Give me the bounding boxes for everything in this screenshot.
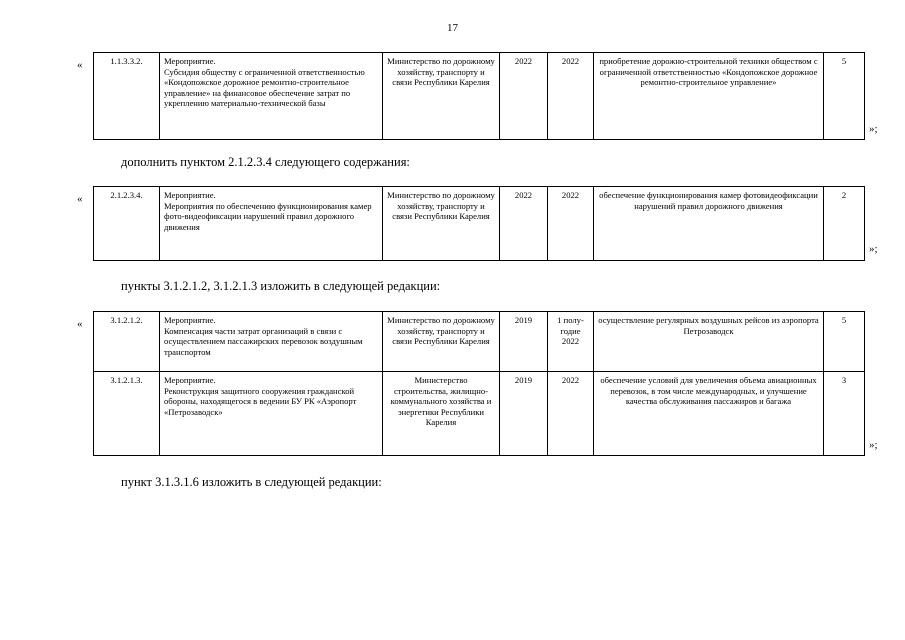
indicator-number-cell: 5: [824, 312, 865, 372]
end-year-cell: 2022: [548, 372, 594, 456]
activity-cell: [160, 312, 383, 372]
start-year-cell: 2022: [500, 53, 548, 140]
activity-title: Мероприятие.: [164, 190, 216, 200]
program-table-2: [93, 186, 865, 261]
activity-title: Мероприятие.: [164, 315, 216, 325]
executor-cell: Министерство по дорожному хозяйству, транспорту и связи Республики Карелия: [383, 187, 500, 261]
table-row: [94, 372, 865, 456]
table-row: [94, 53, 865, 140]
result-cell: осуществление регулярных воздушных рейсов из аэропорта Петрозаводск: [594, 312, 824, 372]
opening-quote: «: [77, 318, 83, 330]
end-year-cell: 2022: [548, 187, 594, 261]
result-cell: приобретение дорожно-строительной техники обществом с ограниченной ответственностью «Кондопожское дорожное ремонтно-строительное управление»: [594, 53, 824, 140]
activity-description: Компенсация части затрат организаций в связи с осуществлением пассажирских перевозок воздушным транспортом: [164, 325, 363, 357]
executor-cell: Министерство по дорожному хозяйству, транспорту и связи Республики Карелия: [383, 53, 500, 140]
activity-cell: [160, 53, 383, 140]
indicator-number-cell: 5: [824, 53, 865, 140]
activity-cell: [160, 187, 383, 261]
start-year-cell: 2022: [500, 187, 548, 261]
indicator-number-cell: 3: [824, 372, 865, 456]
end-year-cell: 2022: [548, 53, 594, 140]
item-code: 3.1.2.1.2.: [94, 312, 160, 372]
activity-description: Субсидия обществу с ограниченной ответственностью «Кондопожское дорожное ремонтно-строительное управление» на финансовое обеспечение затрат по укреплению материально-технической базы: [164, 66, 365, 108]
opening-quote: «: [77, 193, 83, 205]
instruction-text-1: дополнить пунктом 2.1.2.3.4 следующего содержания:: [121, 155, 410, 169]
closing-quote: »;: [869, 243, 878, 255]
item-code: 2.1.2.3.4.: [94, 187, 160, 261]
start-year-cell: 2019: [500, 372, 548, 456]
start-year-cell: 2019: [500, 312, 548, 372]
activity-description: Реконструкция защитного сооружения гражданской обороны, находящегося в ведении БУ РК «Аэропорт «Петрозаводск»: [164, 385, 357, 417]
item-code: 1.1.3.3.2.: [94, 53, 160, 140]
closing-quote: »;: [869, 439, 878, 451]
table-row: [94, 187, 865, 261]
page-number: 17: [447, 22, 458, 34]
program-table-3: [93, 311, 865, 456]
instruction-text-2: пункты 3.1.2.1.2, 3.1.2.1.3 изложить в следующей редакции:: [121, 279, 441, 293]
item-code: 3.1.2.1.3.: [94, 372, 160, 456]
activity-description: Мероприятия по обеспечению функционирования камер фото-видеофиксации нарушений правил дорожного движения: [164, 200, 372, 232]
result-cell: обеспечение функционирования камер фотовидеофиксации нарушений правил дорожного движения: [594, 187, 824, 261]
indicator-number-cell: 2: [824, 187, 865, 261]
opening-quote: «: [77, 59, 83, 71]
activity-cell: [160, 372, 383, 456]
instruction-text-3: пункт 3.1.3.1.6 изложить в следующей редакции:: [121, 475, 382, 489]
executor-cell: Министерство по дорожному хозяйству, транспорту и связи Республики Карелия: [383, 312, 500, 372]
activity-title: Мероприятие.: [164, 375, 216, 385]
result-cell: обеспечение условий для увеличения объема авиационных перевозок, в том числе международных, и улучшение качества обслуживания пассажиров и багажа: [594, 372, 824, 456]
end-year-cell: 1 полу-годие 2022: [548, 312, 594, 372]
closing-quote: »;: [869, 123, 878, 135]
activity-title: Мероприятие.: [164, 56, 216, 66]
table-row: [94, 312, 865, 372]
executor-cell: Министерство строительства, жилищно-коммунального хозяйства и энергетики Республики Карелия: [383, 372, 500, 456]
program-table-1: [93, 52, 865, 140]
